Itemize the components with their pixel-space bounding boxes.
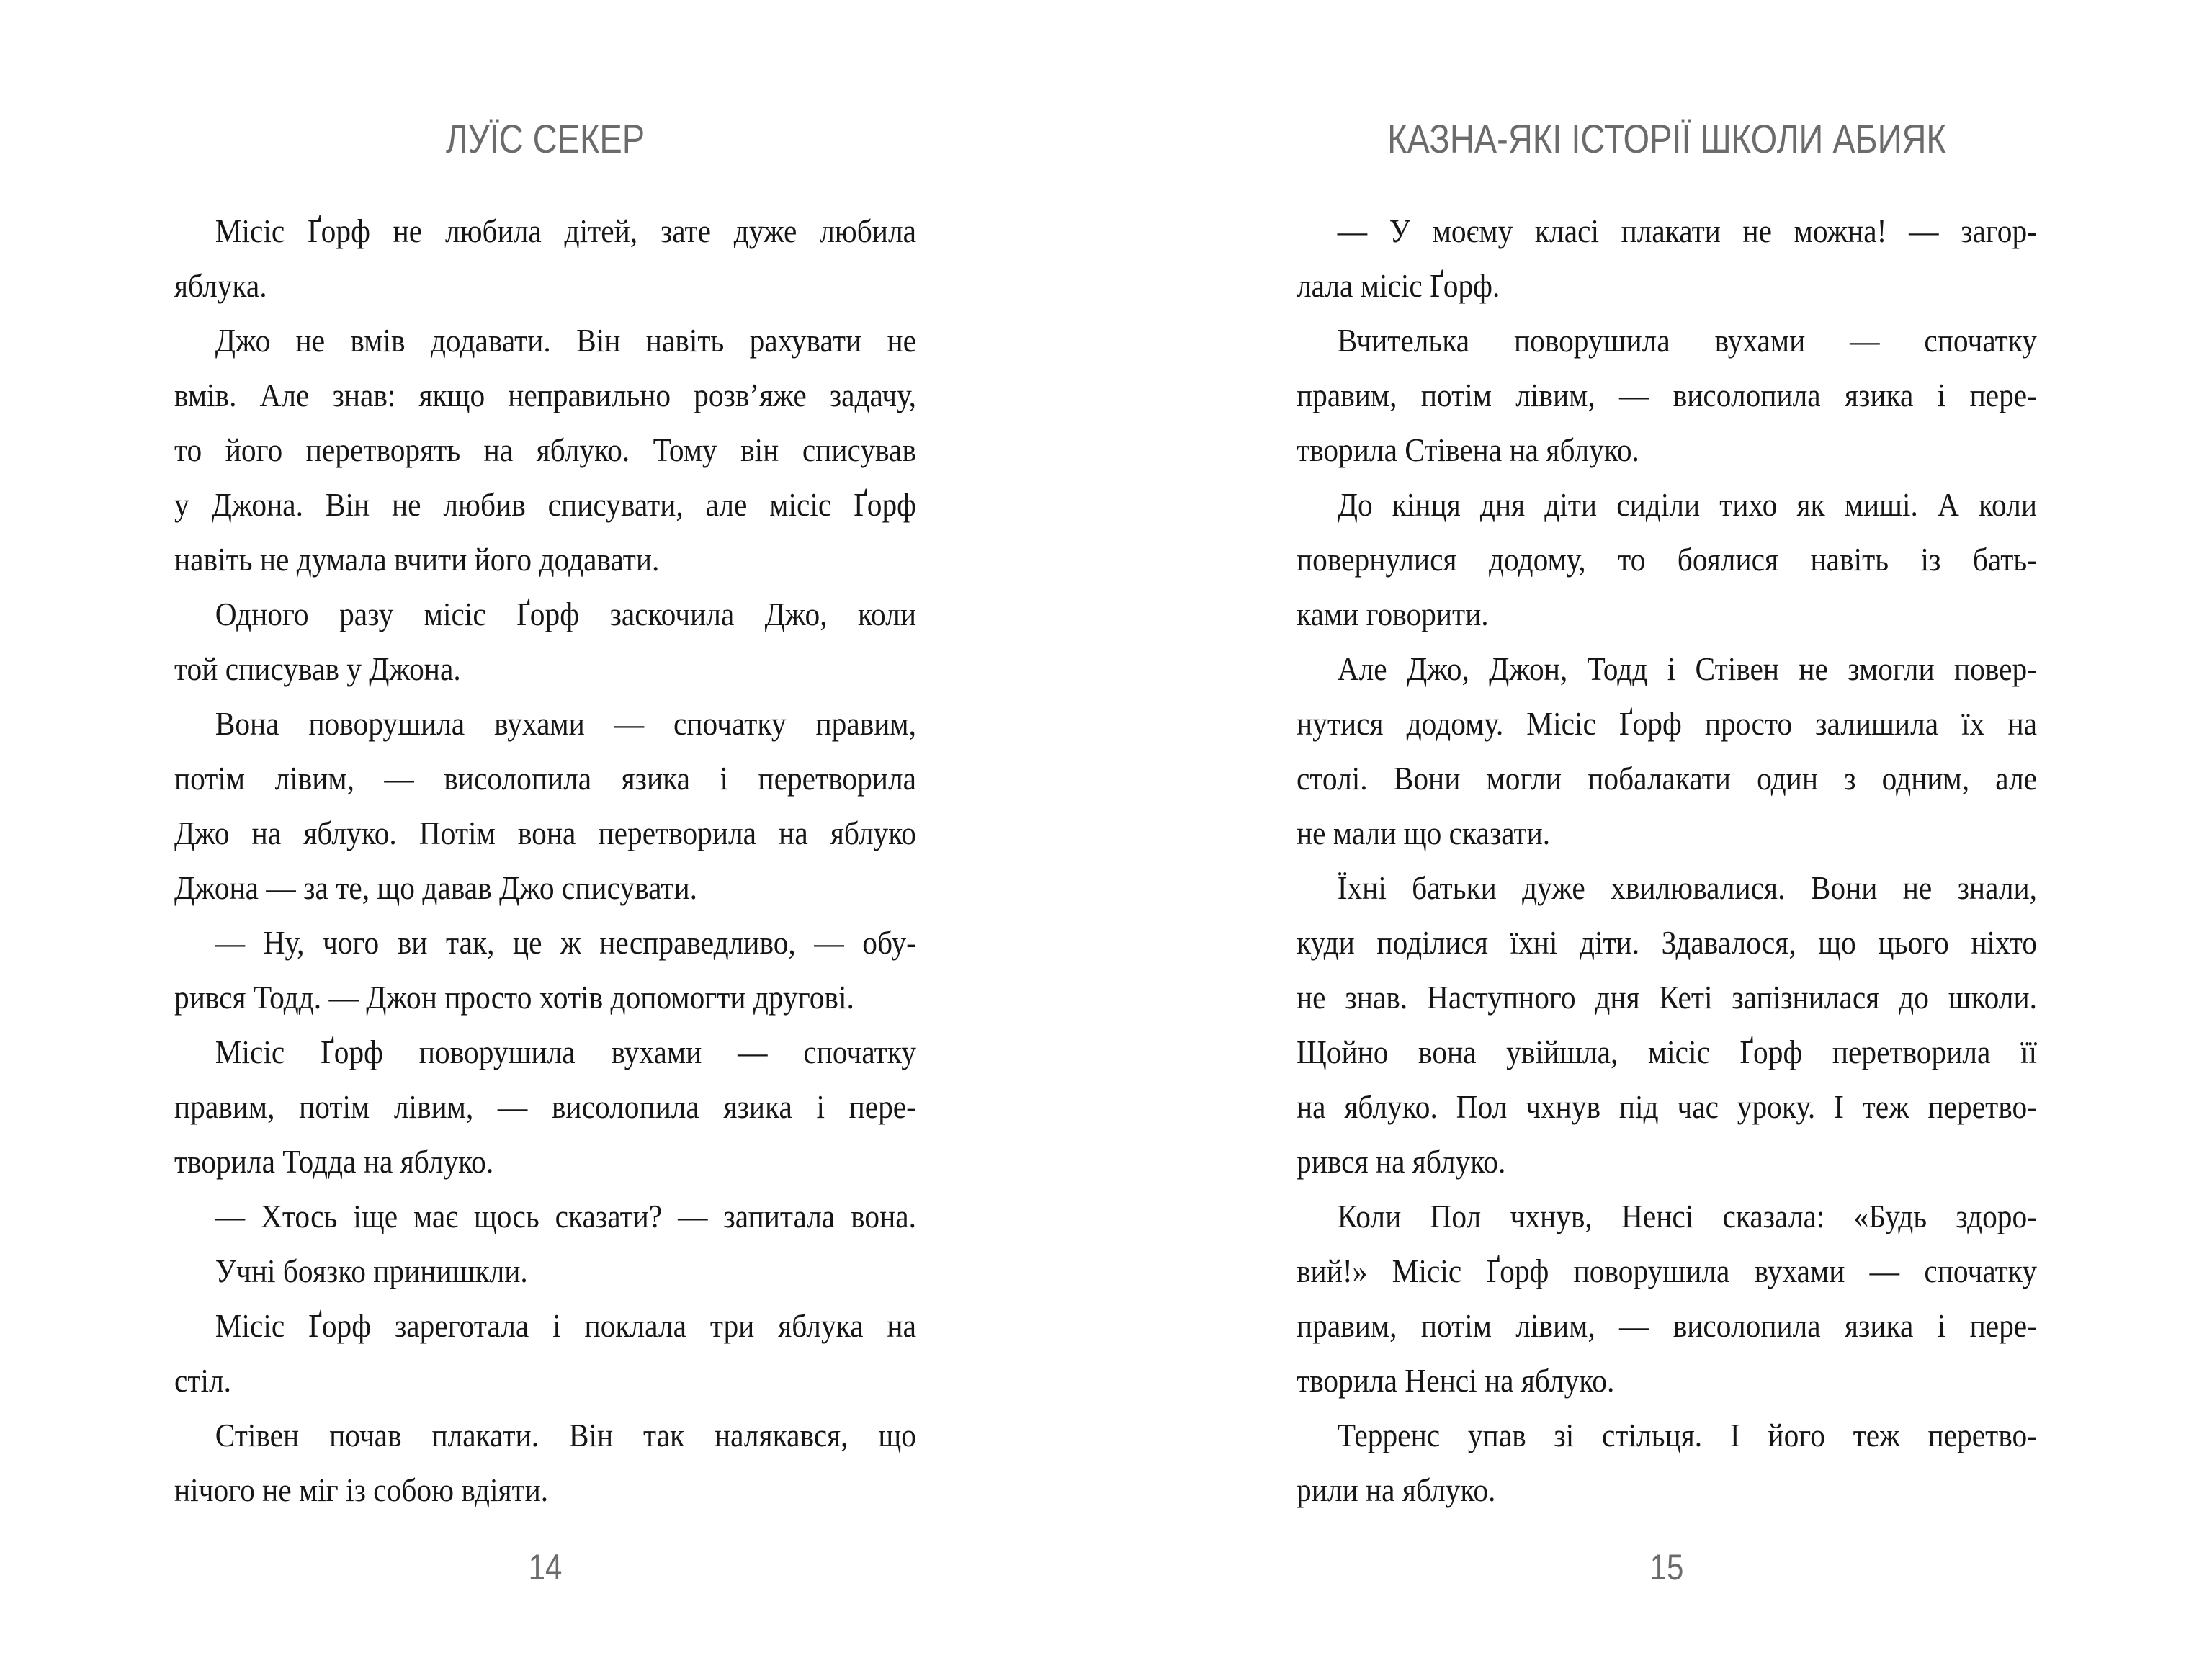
running-head-title: КАЗНА-ЯКІ ІСТОРІЇ ШКОЛИ АБИЯК	[1387, 116, 1946, 161]
text-line: стіл.	[174, 1362, 231, 1399]
text-line: у Джона. Він не любив списувати, але місіс Ґорф	[174, 486, 916, 523]
text-line: Джо на яблуко. Потім вона перетворила на яблуко	[174, 815, 916, 851]
text-line: на яблуко. Пол чхнув під час уроку. І теж перетво-	[1297, 1088, 2037, 1125]
text-line: навіть не думала вчити його додавати.	[174, 541, 660, 578]
text-line: — Хтось іще має щось сказати? — запитала вона.	[215, 1198, 916, 1234]
text-line: яблука.	[174, 267, 267, 304]
text-line: Щойно вона увійшла, місіс Ґорф перетворила її	[1297, 1034, 2037, 1070]
text-line: правим, потім лівим, — висолопила язика і пере-	[1297, 377, 2037, 413]
text-line: творила Тодда на яблуко.	[174, 1143, 494, 1180]
text-line: — У моєму класі плакати не можна! — загор-	[1337, 212, 2037, 249]
page-number: 14	[528, 1547, 563, 1587]
text-line: Вона поворушила вухами — спочатку правим,	[215, 705, 916, 742]
text-line: Джона — за те, що давав Джо списувати.	[174, 869, 698, 906]
text-line: творила Стівена на яблуко.	[1297, 431, 1639, 468]
text-line: ками говорити.	[1297, 596, 1489, 632]
text-line: вий!» Місіс Ґорф поворушила вухами — спочатку	[1297, 1252, 2037, 1289]
text-line: не мали що сказати.	[1297, 815, 1551, 851]
text-line: Терренс упав зі стільця. І його теж перетво-	[1337, 1417, 2037, 1453]
text-line: лала місіс Ґорф.	[1297, 267, 1500, 304]
text-line: Учні боязко принишкли.	[215, 1252, 528, 1289]
body-text	[174, 204, 916, 1518]
text-line: творила Ненсі на яблуко.	[1297, 1362, 1615, 1399]
text-line: не знав. Наступного дня Кеті запізнилася до школи.	[1297, 979, 2037, 1016]
left-page	[174, 0, 916, 1676]
text-line: повернулися додому, то боялися навіть із бать-	[1297, 541, 2037, 578]
text-line: рився на яблуко.	[1297, 1143, 1506, 1180]
text-line: рили на яблуко.	[1297, 1471, 1496, 1508]
text-line: Стівен почав плакати. Він так налякався, що	[215, 1417, 916, 1453]
text-line: Джо не вмів додавати. Він навіть рахувати не	[215, 322, 916, 359]
text-line: то його перетворять на яблуко. Тому він списував	[174, 431, 916, 468]
text-line: Їхні батьки дуже хвилювалися. Вони не знали,	[1337, 869, 2037, 906]
running-head-author: ЛУЇС СЕКЕР	[445, 116, 645, 161]
text-line: нічого не міг із собою вдіяти.	[174, 1471, 549, 1508]
text-line: Місіс Ґорф зареготала і поклала три яблука на	[215, 1307, 916, 1344]
text-line: Одного разу місіс Ґорф заскочила Джо, коли	[215, 596, 916, 632]
text-line: нутися додому. Місіс Ґорф просто залишила їх на	[1297, 705, 2037, 742]
text-line: рився Тодд. — Джон просто хотів допомогти другові.	[174, 979, 854, 1016]
text-line: потім лівим, — висолопила язика і перетворила	[174, 760, 916, 797]
page-number: 15	[1649, 1547, 1684, 1587]
text-line: Місіс Ґорф не любила дітей, зате дуже любила	[215, 212, 916, 249]
text-line: куди поділися їхні діти. Здавалося, що цього ніхто	[1297, 924, 2037, 961]
body-text	[1297, 204, 2037, 1518]
text-line: столі. Вони могли побалакати один з одним, але	[1297, 760, 2037, 797]
text-line: той списував у Джона.	[174, 650, 461, 687]
text-line: До кінця дня діти сиділи тихо як миші. А коли	[1337, 486, 2037, 523]
text-line: Коли Пол чхнув, Ненсі сказала: «Будь здоро-	[1337, 1198, 2037, 1234]
text-line: Вчителька поворушила вухами — спочатку	[1337, 322, 2037, 359]
text-line: Місіс Ґорф поворушила вухами — спочатку	[215, 1034, 916, 1070]
text-line: Але Джо, Джон, Тодд і Стівен не змогли повер-	[1337, 650, 2037, 687]
text-line: вмів. Але знав: якщо неправильно розв’яже задачу,	[174, 377, 916, 413]
right-page	[1297, 0, 2037, 1676]
text-line: правим, потім лівим, — висолопила язика і пере-	[174, 1088, 916, 1125]
text-line: правим, потім лівим, — висолопила язика і пере-	[1297, 1307, 2037, 1344]
text-line: — Ну, чого ви так, це ж несправедливо, — обу-	[215, 924, 916, 961]
